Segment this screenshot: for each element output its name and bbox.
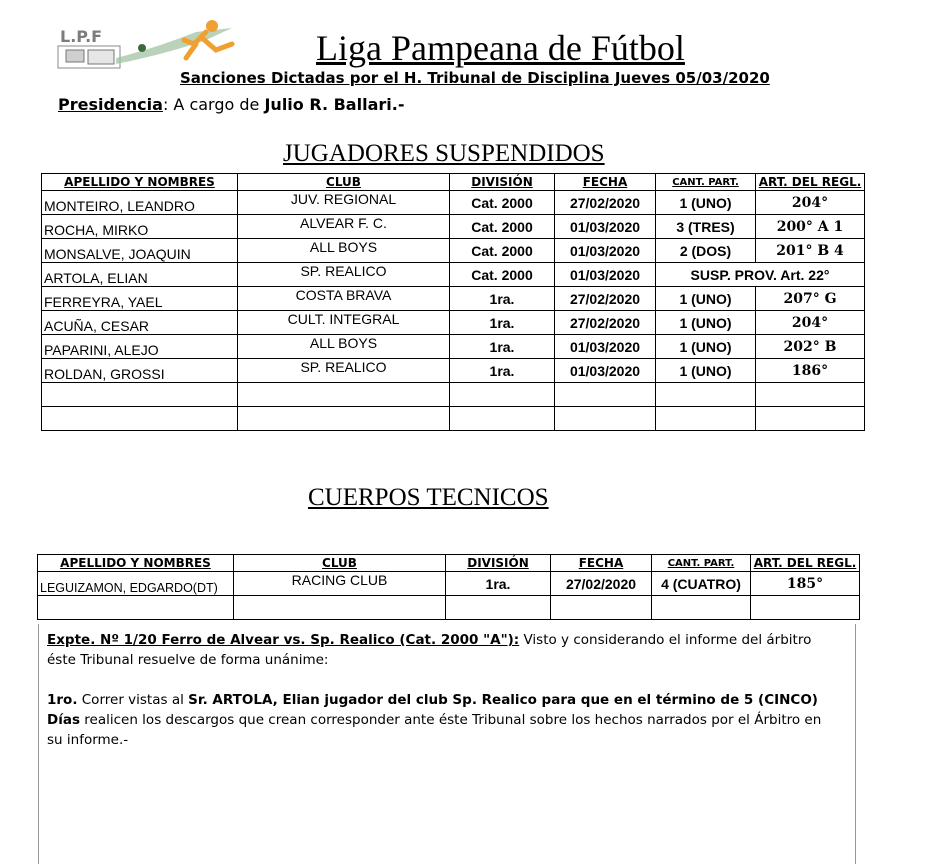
- cell-fecha: 27/02/2020: [555, 311, 656, 335]
- col-header-club: CLUB: [238, 174, 450, 191]
- table-row: [42, 287, 865, 311]
- cell-division: 1ra.: [450, 311, 555, 335]
- cell-division: Cat. 2000: [450, 263, 555, 287]
- cell-cant: 2 (DOS): [656, 239, 756, 263]
- expte-intro-text: Visto y considerando el informe del árbitro éste Tribunal resuelve de forma unánime:: [47, 632, 812, 668]
- table-row: [42, 191, 865, 215]
- point-label: 1ro.: [47, 692, 78, 708]
- league-logo: [56, 18, 246, 72]
- cell-division: 1ra.: [446, 572, 551, 596]
- cell-empty: [450, 407, 555, 431]
- cell-club: RACING CLUB: [234, 572, 446, 596]
- cell-fecha: 27/02/2020: [551, 572, 652, 596]
- page-subtitle: Sanciones Dictadas por el H. Tribunal de Disciplina Jueves 05/03/2020: [180, 69, 770, 87]
- cell-cant: 1 (UNO): [656, 311, 756, 335]
- cell-empty: [652, 596, 751, 620]
- page-title: Liga Pampeana de Fútbol: [316, 28, 685, 68]
- cell-name: MONTEIRO, LEANDRO: [42, 191, 238, 215]
- cell-club: COSTA BRAVA: [238, 287, 450, 311]
- point-text-b: realicen los descargos que crean corresponder ante éste Tribunal sobre los hechos narrados por el Árbitro en su informe.-: [47, 712, 822, 748]
- jugadores-table: [41, 173, 865, 431]
- presidencia-text: : A cargo de: [162, 95, 265, 114]
- cell-art: 201° B 4: [756, 239, 865, 263]
- table-row-empty: [42, 383, 865, 407]
- cell-empty: [756, 407, 865, 431]
- cell-fecha: 01/03/2020: [555, 263, 656, 287]
- col-header-cant: CANT. PART.: [652, 555, 751, 572]
- cuerpos-title: CUERPOS TECNICOS: [308, 484, 549, 511]
- table-row-empty: [42, 407, 865, 431]
- presidencia-line: [58, 94, 404, 116]
- table-row: [42, 335, 865, 359]
- cell-cant: 1 (UNO): [656, 359, 756, 383]
- cell-cant: 1 (UNO): [656, 335, 756, 359]
- cell-empty: [42, 383, 238, 407]
- point-text-a: Correr vistas al: [77, 692, 189, 708]
- cell-fecha: 01/03/2020: [555, 239, 656, 263]
- cell-empty: [756, 383, 865, 407]
- cell-empty: [555, 407, 656, 431]
- cell-division: Cat. 2000: [450, 191, 555, 215]
- cell-club: SP. REALICO: [238, 359, 450, 383]
- point-text-bold: Sr. ARTOLA, Elian jugador del club Sp. Realico para que en el término de 5 (CINCO) Días: [47, 692, 818, 728]
- cell-empty: [446, 596, 551, 620]
- logo-text: L.P.F: [60, 27, 103, 46]
- table-row: [42, 239, 865, 263]
- cell-fecha: 27/02/2020: [555, 191, 656, 215]
- cell-name: ROLDAN, GROSSI: [42, 359, 238, 383]
- cell-club: CULT. INTEGRAL: [238, 311, 450, 335]
- col-header-art: ART. DEL REGL.: [756, 174, 865, 191]
- cell-club: ALVEAR F. C.: [238, 215, 450, 239]
- cell-art: 186°: [756, 359, 865, 383]
- cell-fecha: 01/03/2020: [555, 359, 656, 383]
- cell-fecha: 01/03/2020: [555, 215, 656, 239]
- cell-art: 185°: [751, 572, 860, 596]
- cell-division: Cat. 2000: [450, 239, 555, 263]
- col-header-name: APELLIDO Y NOMBRES: [38, 555, 234, 572]
- table-row: [42, 215, 865, 239]
- cell-empty: [551, 596, 652, 620]
- cell-empty: [450, 383, 555, 407]
- cell-empty: [238, 407, 450, 431]
- col-header-art: ART. DEL REGL.: [751, 555, 860, 572]
- table-header-row: [42, 174, 865, 191]
- cell-empty: [656, 407, 756, 431]
- expte-point-1: [47, 690, 837, 750]
- cell-name: PAPARINI, ALEJO: [42, 335, 238, 359]
- cell-empty: [751, 596, 860, 620]
- table-row: [38, 572, 860, 596]
- presidencia-label: Presidencia: [58, 95, 163, 114]
- cuerpos-table: [37, 554, 860, 620]
- cell-club: ALL BOYS: [238, 239, 450, 263]
- col-header-division: DIVISIÓN: [446, 555, 551, 572]
- cell-empty: [555, 383, 656, 407]
- cell-club: JUV. REGIONAL: [238, 191, 450, 215]
- col-header-fecha: FECHA: [555, 174, 656, 191]
- cell-art: 204°: [756, 311, 865, 335]
- cell-name: ROCHA, MIRKO: [42, 215, 238, 239]
- cell-art: 202° B: [756, 335, 865, 359]
- table-row: [42, 359, 865, 383]
- cell-empty: [38, 596, 234, 620]
- expte-heading: Expte. Nº 1/20 Ferro de Alvear vs. Sp. Realico (Cat. 2000 "A"):: [47, 632, 520, 648]
- expte-intro: [47, 630, 837, 670]
- cell-empty: [234, 596, 446, 620]
- cell-cant: 3 (TRES): [656, 215, 756, 239]
- cell-empty: [238, 383, 450, 407]
- col-header-cant: CANT. PART.: [656, 174, 756, 191]
- cell-name: LEGUIZAMON, EDGARDO(DT): [38, 572, 234, 596]
- cell-cant: 1 (UNO): [656, 287, 756, 311]
- col-header-club: CLUB: [234, 555, 446, 572]
- jugadores-title: JUGADORES SUSPENDIDOS: [283, 140, 605, 167]
- cell-name: ACUÑA, CESAR: [42, 311, 238, 335]
- cell-name: MONSALVE, JOAQUIN: [42, 239, 238, 263]
- cell-cant: 4 (CUATRO): [652, 572, 751, 596]
- cell-cant: 1 (UNO): [656, 191, 756, 215]
- cell-empty: [656, 383, 756, 407]
- expte-section: [47, 630, 837, 750]
- cell-division: 1ra.: [450, 335, 555, 359]
- cell-name: FERREYRA, YAEL: [42, 287, 238, 311]
- col-header-division: DIVISIÓN: [450, 174, 555, 191]
- col-header-fecha: FECHA: [551, 555, 652, 572]
- table-row: [42, 263, 865, 287]
- table-header-row: [38, 555, 860, 572]
- cell-division: 1ra.: [450, 359, 555, 383]
- cell-club: ALL BOYS: [238, 335, 450, 359]
- cell-sanction: SUSP. PROV. Art. 22°: [656, 263, 865, 287]
- table-row: [42, 311, 865, 335]
- cell-fecha: 01/03/2020: [555, 335, 656, 359]
- cell-division: 1ra.: [450, 287, 555, 311]
- col-header-name: APELLIDO Y NOMBRES: [42, 174, 238, 191]
- table-row-empty: [38, 596, 860, 620]
- cell-art: 207° G: [756, 287, 865, 311]
- cell-empty: [42, 407, 238, 431]
- cell-fecha: 27/02/2020: [555, 287, 656, 311]
- cell-name: ARTOLA, ELIAN: [42, 263, 238, 287]
- cell-club: SP. REALICO: [238, 263, 450, 287]
- cell-division: Cat. 2000: [450, 215, 555, 239]
- presidencia-name: Julio R. Ballari.-: [264, 95, 405, 114]
- cell-art: 200° A 1: [756, 215, 865, 239]
- cell-art: 204°: [756, 191, 865, 215]
